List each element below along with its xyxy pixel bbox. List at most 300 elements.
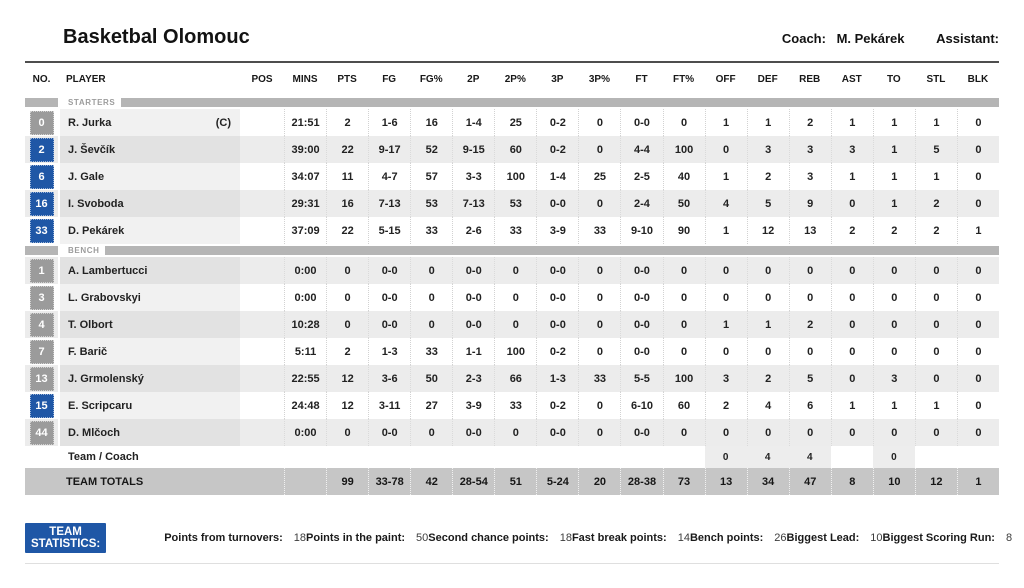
team-stat-item-fast-break-points — [572, 532, 690, 544]
player-number-cell — [25, 257, 58, 284]
stat-cell-ft-pct: 100 — [663, 136, 705, 163]
column-header-ast: AST — [841, 74, 862, 85]
stat-cell-mins: 37:09 — [284, 217, 326, 244]
stat-cell-ast: 0 — [831, 284, 873, 311]
stat-cell-3p-pct: 0 — [578, 284, 620, 311]
column-header-player: PLAYER — [66, 74, 106, 85]
stat-cell-fg-pct: 27 — [410, 392, 452, 419]
player-row — [25, 311, 999, 338]
stat-cell-3p-pct: 0 — [578, 338, 620, 365]
stat-cell-3p-pct: 0 — [578, 257, 620, 284]
stat-cell-ast: 0 — [831, 338, 873, 365]
stat-cell-stl: 0 — [915, 365, 957, 392]
team-stat-value: 50 — [416, 532, 429, 544]
position-cell — [240, 365, 284, 392]
team-stat-label: Biggest Scoring Run: — [882, 532, 995, 544]
stat-cell-blk — [957, 446, 999, 468]
position-cell — [240, 392, 284, 419]
player-name: A. Lambertucci — [68, 264, 148, 277]
player-number-badge: 1 — [30, 259, 54, 283]
player-name: I. Svoboda — [68, 197, 124, 210]
stat-cell-3p: 0-0 — [536, 257, 578, 284]
stat-cell-off: 1 — [705, 163, 747, 190]
stat-cell-def: 3 — [747, 136, 789, 163]
stat-cell-2p: 0-0 — [452, 257, 494, 284]
stat-cell-to: 0 — [873, 338, 915, 365]
stat-cell-2p-pct: 33 — [494, 392, 536, 419]
stat-cell-2p: 9-15 — [452, 136, 494, 163]
stat-cell-fg: 3-6 — [368, 365, 410, 392]
stat-cell-ft-pct: 0 — [663, 109, 705, 136]
player-row — [25, 190, 999, 217]
stat-cell-to: 3 — [873, 365, 915, 392]
stat-cell-ast — [831, 446, 873, 468]
stat-cell-def: 12 — [747, 217, 789, 244]
player-name: R. Jurka — [68, 116, 112, 129]
stat-cell-2p: 0-0 — [452, 419, 494, 446]
stat-cell-ast: 2 — [831, 217, 873, 244]
stat-cell-to: 1 — [873, 392, 915, 419]
stat-cell-stl: 0 — [915, 284, 957, 311]
stat-cell-stl: 1 — [915, 392, 957, 419]
stat-cell-fg: 4-7 — [368, 163, 410, 190]
stat-cell-fg-pct — [410, 446, 452, 468]
team-stat-label: Points in the paint: — [306, 532, 406, 544]
stat-cell-reb: 0 — [789, 284, 831, 311]
stat-cell-2p-pct: 0 — [494, 284, 536, 311]
stat-cell-fg-pct: 33 — [410, 338, 452, 365]
column-header-off: OFF — [715, 74, 736, 85]
stat-cell-reb: 4 — [789, 446, 831, 468]
stat-cell-fg: 0-0 — [368, 257, 410, 284]
stat-cell-blk: 0 — [957, 163, 999, 190]
stat-cell-ft: 0-0 — [620, 338, 662, 365]
stat-cell-def: 2 — [747, 163, 789, 190]
stat-cell-reb: 13 — [789, 217, 831, 244]
team-stat-item-bench-points — [690, 532, 787, 544]
team-stat-label: Fast break points: — [571, 532, 667, 544]
stat-cell-reb: 3 — [789, 163, 831, 190]
stat-cell-stl: 0 — [915, 419, 957, 446]
stat-cell-ft: 0-0 — [620, 419, 662, 446]
team-stat-item-points-from-turnovers — [164, 532, 306, 544]
stat-cell-pts: 12 — [326, 392, 368, 419]
stat-cell-blk: 0 — [957, 419, 999, 446]
box-score-page — [0, 26, 1024, 588]
section-label-bench: BENCH — [68, 246, 100, 255]
stat-cell-2p-pct: 100 — [494, 163, 536, 190]
stat-cell-3p-pct — [578, 446, 620, 468]
player-number-badge: 0 — [30, 111, 54, 135]
player-name-cell — [60, 284, 240, 311]
stat-cell-blk: 0 — [957, 136, 999, 163]
number-cell-empty — [25, 446, 58, 468]
stat-cell-off: 0 — [705, 446, 747, 468]
stat-cell-reb: 6 — [789, 392, 831, 419]
position-cell — [240, 419, 284, 446]
stat-cell-to: 1 — [873, 109, 915, 136]
stat-cell-to: 0 — [873, 419, 915, 446]
stat-cell-mins — [284, 446, 326, 468]
player-number-cell — [25, 419, 58, 446]
stat-cell-3p-pct: 0 — [578, 419, 620, 446]
stat-cell-pts: 0 — [326, 419, 368, 446]
stat-cell-ft: 0-0 — [620, 109, 662, 136]
stat-cell-ft: 0-0 — [620, 311, 662, 338]
stat-cell-ft — [620, 446, 662, 468]
position-cell — [240, 257, 284, 284]
stat-cell-2p-pct: 0 — [494, 257, 536, 284]
stat-cell-3p: 0-2 — [536, 136, 578, 163]
player-number-cell — [25, 163, 58, 190]
stat-cell-3p: 1-3 — [536, 365, 578, 392]
stat-cell-mins: 29:31 — [284, 190, 326, 217]
position-cell — [240, 284, 284, 311]
stat-cell-blk: 0 — [957, 257, 999, 284]
stat-cell-fg-pct: 0 — [410, 311, 452, 338]
player-number-badge: 16 — [30, 192, 54, 216]
stat-cell-fg: 0-0 — [368, 284, 410, 311]
player-row — [25, 109, 999, 136]
player-name-cell — [60, 365, 240, 392]
team-stat-value: 10 — [870, 532, 883, 544]
stat-cell-def: 4 — [747, 392, 789, 419]
stat-cell-blk: 1 — [957, 217, 999, 244]
stat-cell-ast: 3 — [831, 136, 873, 163]
stat-cell-stl: 2 — [915, 217, 957, 244]
stat-cell-pts: 11 — [326, 163, 368, 190]
stat-cell-ft: 5-5 — [620, 365, 662, 392]
column-header-mins: MINS — [292, 74, 318, 85]
stat-cell-mins: 0:00 — [284, 284, 326, 311]
player-number-cell — [25, 136, 58, 163]
stat-cell-fg-pct: 53 — [410, 190, 452, 217]
stat-cell-2p: 0-0 — [452, 311, 494, 338]
section-band-bar — [121, 98, 999, 107]
column-header-stl: STL — [926, 74, 946, 85]
team-coach-row-label: Team / Coach — [68, 451, 139, 463]
stat-cell-ft-pct: 90 — [663, 217, 705, 244]
stat-cell-2p: 7-13 — [452, 190, 494, 217]
team-stat-item-second-chance-points — [428, 532, 572, 544]
stat-cell-mins: 22:55 — [284, 365, 326, 392]
player-number-badge: 6 — [30, 165, 54, 189]
stat-cell-fg: 0-0 — [368, 419, 410, 446]
stat-cell-stl: 12 — [915, 468, 957, 495]
team-totals-row-label: TEAM TOTALS — [66, 475, 144, 488]
team-stat-value: 14 — [677, 532, 690, 544]
stat-cell-mins: 5:11 — [284, 338, 326, 365]
stat-cell-fg: 1-3 — [368, 338, 410, 365]
player-name: D. Pekárek — [68, 224, 125, 237]
position-cell — [240, 468, 284, 495]
stat-cell-2p: 1-1 — [452, 338, 494, 365]
player-number-cell — [25, 338, 58, 365]
team-coach-row-label-cell — [60, 446, 240, 468]
team-stat-value: 26 — [774, 532, 787, 544]
stat-cell-reb: 0 — [789, 338, 831, 365]
stat-cell-2p: 3-3 — [452, 163, 494, 190]
column-header-fg: FG% — [419, 74, 443, 85]
stat-cell-ast: 8 — [831, 468, 873, 495]
stat-cell-fg-pct: 42 — [410, 468, 452, 495]
player-name-cell — [60, 163, 240, 190]
stat-cell-reb: 47 — [789, 468, 831, 495]
team-stat-item-points-in-the-paint — [306, 532, 428, 544]
stat-cell-ft-pct: 40 — [663, 163, 705, 190]
team-stat-item-biggest-scoring-run — [883, 532, 1013, 544]
position-cell — [240, 190, 284, 217]
stat-cell-stl: 5 — [915, 136, 957, 163]
player-name-cell — [60, 338, 240, 365]
column-header-fg: FG — [382, 74, 397, 85]
stat-cell-3p-pct: 0 — [578, 109, 620, 136]
stat-cell-3p: 3-9 — [536, 217, 578, 244]
stat-cell-mins: 0:00 — [284, 419, 326, 446]
stat-cell-ast: 0 — [831, 190, 873, 217]
position-cell — [240, 136, 284, 163]
stat-cell-ast: 0 — [831, 365, 873, 392]
player-number-badge: 4 — [30, 313, 54, 337]
stat-cell-off: 0 — [705, 136, 747, 163]
stat-cell-blk: 0 — [957, 365, 999, 392]
stat-cell-off: 13 — [705, 468, 747, 495]
stat-cell-ft-pct — [663, 446, 705, 468]
stat-cell-ft: 0-0 — [620, 257, 662, 284]
column-header-pts: PTS — [337, 74, 357, 85]
stat-cell-stl: 2 — [915, 190, 957, 217]
column-header-to: TO — [886, 74, 901, 85]
table-body — [25, 96, 999, 495]
stat-cell-ft: 28-38 — [620, 468, 662, 495]
stat-cell-fg-pct: 0 — [410, 257, 452, 284]
stat-cell-stl: 1 — [915, 109, 957, 136]
stat-cell-2p-pct: 25 — [494, 109, 536, 136]
coach-name: M. Pekárek — [836, 31, 905, 46]
stat-cell-fg — [368, 446, 410, 468]
column-header-def: DEF — [757, 74, 778, 85]
stat-cell-def: 4 — [747, 446, 789, 468]
stat-cell-2p: 2-6 — [452, 217, 494, 244]
stat-cell-mins: 10:28 — [284, 311, 326, 338]
player-number-badge: 33 — [30, 219, 54, 243]
stat-cell-2p: 0-0 — [452, 284, 494, 311]
team-statistics-bar — [25, 523, 1013, 564]
stat-cell-ft: 2-4 — [620, 190, 662, 217]
stat-cell-mins — [284, 468, 326, 495]
stat-cell-off: 0 — [705, 257, 747, 284]
stat-cell-2p-pct: 60 — [494, 136, 536, 163]
stat-cell-reb: 9 — [789, 190, 831, 217]
team-totals-row-label-cell — [58, 468, 240, 495]
stat-cell-3p: 0-0 — [536, 419, 578, 446]
column-header-3p: 3P — [551, 74, 564, 85]
stat-cell-2p: 2-3 — [452, 365, 494, 392]
stat-cell-off: 2 — [705, 392, 747, 419]
player-name: J. Ševčík — [68, 143, 116, 156]
player-name-cell — [60, 190, 240, 217]
stat-cell-to: 1 — [873, 136, 915, 163]
stat-cell-fg: 5-15 — [368, 217, 410, 244]
section-label-starters: STARTERS — [68, 98, 116, 107]
stat-cell-3p — [536, 446, 578, 468]
stat-cell-ft-pct: 0 — [663, 257, 705, 284]
stat-cell-pts: 0 — [326, 257, 368, 284]
stat-cell-def: 0 — [747, 419, 789, 446]
player-row — [25, 284, 999, 311]
player-row — [25, 338, 999, 365]
column-header-no: NO. — [32, 74, 51, 85]
stat-cell-ft: 0-0 — [620, 284, 662, 311]
stat-cell-ft-pct: 73 — [663, 468, 705, 495]
stat-cell-fg: 33-78 — [368, 468, 410, 495]
stat-cell-to: 1 — [873, 190, 915, 217]
stat-cell-pts: 99 — [326, 468, 368, 495]
team-coach-row — [25, 446, 999, 468]
stat-cell-mins: 39:00 — [284, 136, 326, 163]
stat-cell-ast: 0 — [831, 257, 873, 284]
stat-cell-ft-pct: 0 — [663, 284, 705, 311]
player-row — [25, 392, 999, 419]
stat-cell-ast: 1 — [831, 163, 873, 190]
player-number-badge: 3 — [30, 286, 54, 310]
stat-cell-def: 0 — [747, 338, 789, 365]
stat-cell-3p: 5-24 — [536, 468, 578, 495]
team-stat-label: Bench points: — [689, 532, 764, 544]
stat-cell-blk: 0 — [957, 338, 999, 365]
section-band-bench — [25, 244, 999, 257]
stat-cell-off: 3 — [705, 365, 747, 392]
stat-cell-3p-pct: 0 — [578, 190, 620, 217]
stat-cell-reb: 0 — [789, 419, 831, 446]
stat-cell-stl: 0 — [915, 257, 957, 284]
team-stat-label: Points from turnovers: — [164, 532, 283, 544]
stat-cell-fg-pct: 0 — [410, 419, 452, 446]
stat-cell-3p: 1-4 — [536, 163, 578, 190]
stat-cell-blk: 0 — [957, 109, 999, 136]
stat-cell-ft-pct: 60 — [663, 392, 705, 419]
assistant-label: Assistant: — [936, 31, 999, 46]
stat-cell-3p: 0-2 — [536, 109, 578, 136]
player-name: T. Olbort — [68, 318, 113, 331]
team-totals-row — [25, 468, 999, 495]
column-header-blk: BLK — [967, 74, 989, 85]
stat-cell-off: 1 — [705, 109, 747, 136]
position-cell — [240, 217, 284, 244]
stat-cell-2p-pct: 0 — [494, 419, 536, 446]
player-name: F. Barič — [68, 345, 108, 358]
stat-cell-ft-pct: 0 — [663, 311, 705, 338]
stat-cell-off: 0 — [705, 419, 747, 446]
player-name-cell — [60, 419, 240, 446]
stat-cell-mins: 0:00 — [284, 257, 326, 284]
stat-cell-pts: 0 — [326, 311, 368, 338]
player-row — [25, 419, 999, 446]
stat-cell-def: 0 — [747, 257, 789, 284]
stat-cell-def: 1 — [747, 311, 789, 338]
stat-cell-to: 1 — [873, 163, 915, 190]
stat-cell-mins: 21:51 — [284, 109, 326, 136]
player-row — [25, 163, 999, 190]
box-score-table — [25, 61, 999, 495]
stat-cell-ft: 2-5 — [620, 163, 662, 190]
stat-cell-off: 0 — [705, 284, 747, 311]
stat-cell-pts: 22 — [326, 217, 368, 244]
stat-cell-3p: 0-2 — [536, 392, 578, 419]
captain-mark: (C) — [215, 116, 231, 129]
team-stat-item-biggest-lead — [787, 532, 883, 544]
player-row — [25, 136, 999, 163]
stat-cell-2p-pct: 0 — [494, 311, 536, 338]
stat-cell-def: 5 — [747, 190, 789, 217]
stat-cell-fg: 7-13 — [368, 190, 410, 217]
stat-cell-blk: 0 — [957, 392, 999, 419]
team-stat-label: Biggest Lead: — [786, 532, 860, 544]
stat-cell-2p-pct: 33 — [494, 217, 536, 244]
stat-cell-off: 1 — [705, 311, 747, 338]
player-name: L. Grabovskyi — [68, 291, 141, 304]
player-name-cell — [60, 257, 240, 284]
stat-cell-ast: 1 — [831, 392, 873, 419]
stat-cell-3p-pct: 0 — [578, 311, 620, 338]
player-number-cell — [25, 190, 58, 217]
stat-cell-to: 2 — [873, 217, 915, 244]
stat-cell-reb: 2 — [789, 109, 831, 136]
stat-cell-3p-pct: 0 — [578, 392, 620, 419]
team-statistics-list — [106, 532, 1024, 544]
position-cell — [240, 446, 284, 468]
stat-cell-stl: 0 — [915, 311, 957, 338]
stat-cell-fg-pct: 57 — [410, 163, 452, 190]
player-number-badge: 2 — [30, 138, 54, 162]
stat-cell-blk: 0 — [957, 190, 999, 217]
team-stat-value: 18 — [559, 532, 572, 544]
section-band-starters — [25, 96, 999, 109]
player-name: J. Gale — [68, 170, 105, 183]
player-name-cell — [60, 392, 240, 419]
player-number-badge: 15 — [30, 394, 54, 418]
team-statistics-button[interactable]: TEAM STATISTICS: — [25, 523, 106, 553]
player-name: D. Mlčoch — [68, 426, 120, 439]
column-header-3p: 3P% — [588, 74, 610, 85]
column-header-2p: 2P — [467, 74, 480, 85]
stat-cell-ast: 0 — [831, 311, 873, 338]
player-name-cell — [60, 136, 240, 163]
coach-label: Coach: — [781, 31, 826, 46]
stat-cell-def: 1 — [747, 109, 789, 136]
stat-cell-pts: 22 — [326, 136, 368, 163]
stat-cell-fg-pct: 50 — [410, 365, 452, 392]
stat-cell-3p-pct: 33 — [578, 217, 620, 244]
player-number-cell — [25, 311, 58, 338]
player-number-cell — [25, 109, 58, 136]
player-number-badge: 44 — [30, 421, 54, 445]
player-number-badge: 7 — [30, 340, 54, 364]
stat-cell-3p: 0-0 — [536, 284, 578, 311]
player-row — [25, 365, 999, 392]
section-band-block — [25, 98, 58, 107]
table-header-row — [25, 63, 999, 96]
stat-cell-ft-pct: 0 — [663, 419, 705, 446]
stat-cell-ft: 9-10 — [620, 217, 662, 244]
stat-cell-def: 34 — [747, 468, 789, 495]
stat-cell-2p: 28-54 — [452, 468, 494, 495]
stat-cell-blk: 1 — [957, 468, 999, 495]
stat-cell-2p-pct: 53 — [494, 190, 536, 217]
column-header-ft: FT% — [672, 74, 695, 85]
player-row — [25, 257, 999, 284]
stat-cell-to: 0 — [873, 311, 915, 338]
